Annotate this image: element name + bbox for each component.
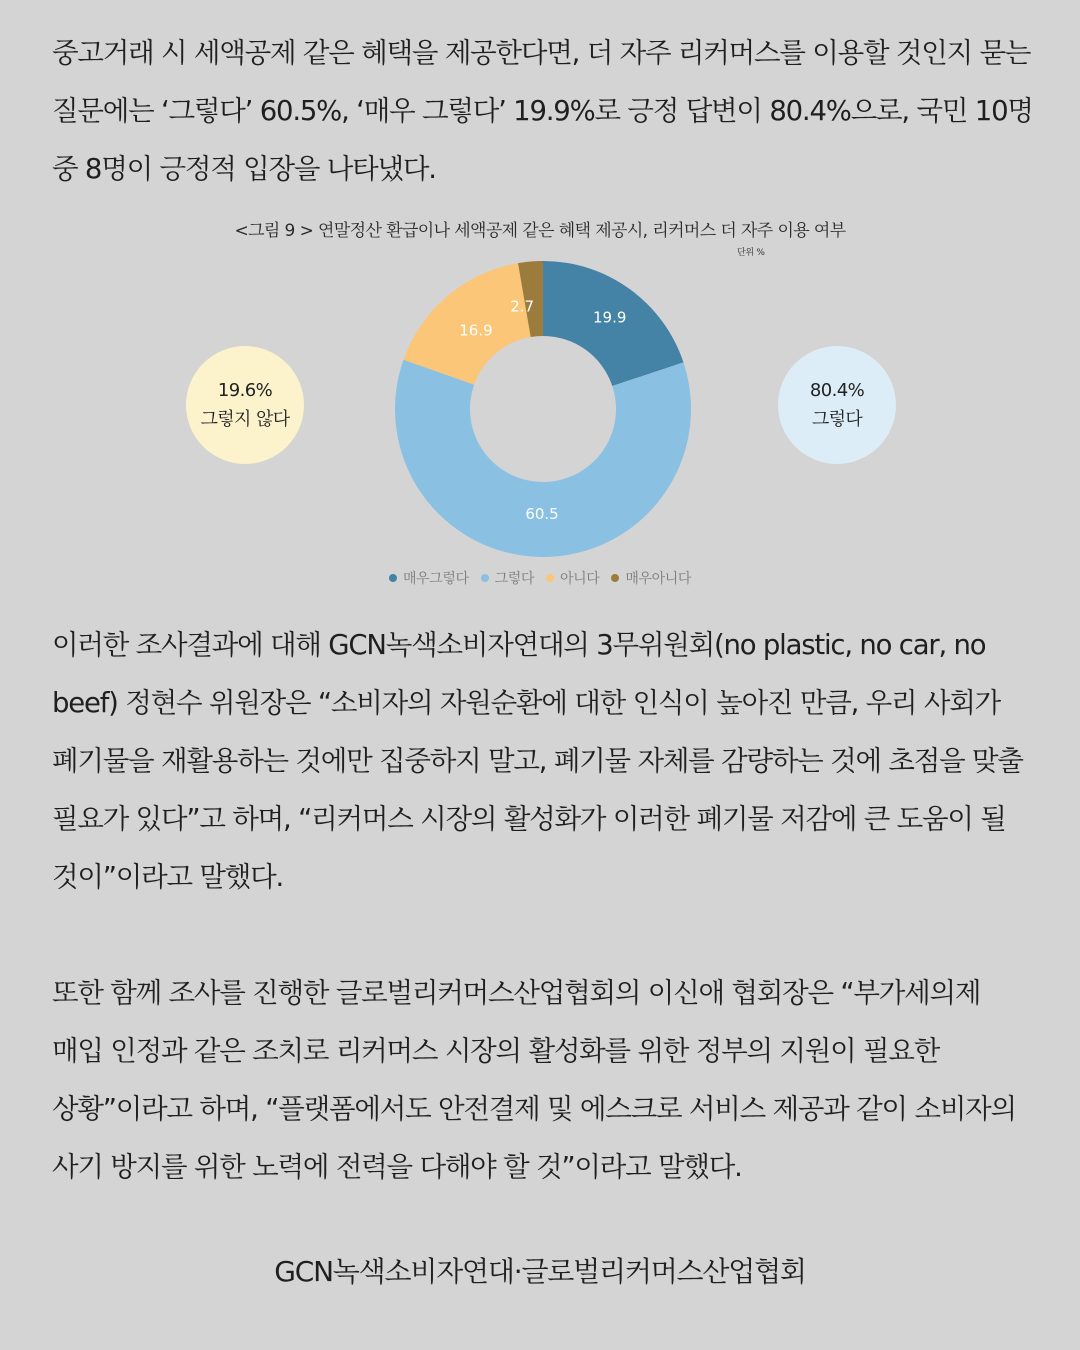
chart-unit: 단위 % [737, 248, 765, 258]
paragraph-committee-quote: 이러한 조사결과에 대해 GCN녹색소비자연대의 3무위원회(no plastic, no car, no beef) 정현수 위원장은 “소비자의 자원순환에 대한 인식이 높아진 만큼, 우리 사회가 폐기물을 재활용하는 것에만 집중하지 말고, 폐기물 자체를 감량하는 것에 초점을 맞출 필요가 있다”고 하며, “리커머스 시장의 활성화가 이러한 폐기물 저감에 큰 도움이 될 것이”이라고 말했다. [52, 629, 1023, 893]
legend-dot-icon [611, 574, 619, 582]
donut-value-label-4: 2.7 [510, 297, 535, 316]
summary-negative-label: 그렇지 않다 [200, 409, 290, 430]
legend-item-1 [389, 568, 469, 588]
donut-chart [0, 0, 1080, 600]
donut-value-label-3: 16.9 [459, 321, 493, 340]
donut-value-label-1: 19.9 [593, 308, 627, 327]
summary-positive-label: 그렇다 [811, 409, 863, 430]
paragraph-intro: 중고거래 시 세액공제 같은 혜택을 제공한다면, 더 자주 리커머스를 이용할 것인지 묻는 질문에는 ‘그렇다’ 60.5%, ‘매우 그렇다’ 19.9%로 긍정 답변이 80.4%으로, 국민 10명 중 8명이 긍정적 입장을 나타냈다. [52, 37, 1033, 185]
legend-label: 매우그렇다 [403, 571, 469, 587]
legend-label: 그렇다 [494, 571, 534, 587]
donut-value-label-2: 60.5 [525, 504, 559, 523]
summary-positive-value: 80.4% [809, 380, 865, 401]
legend-item-3 [546, 568, 599, 588]
paragraph-association-quote: 또한 함께 조사를 진행한 글로벌리커머스산업협회의 이신애 협회장은 “부가세의제 매입 인정과 같은 조치로 리커머스 시장의 활성화를 위한 정부의 지원이 필요한 상황”이라고 하며, “플랫폼에서도 안전결제 및 에스크로 서비스 제공과 같이 소비자의 사기 방지를 위한 노력에 전력을 다해야 할 것”이라고 말했다. [52, 977, 1016, 1183]
legend-item-2 [481, 568, 534, 588]
legend-label: 매우아니다 [625, 571, 691, 587]
legend-label: 아니다 [560, 571, 600, 587]
legend-dot-icon [546, 574, 554, 582]
chart-legend [0, 568, 1080, 588]
legend-dot-icon [481, 574, 489, 582]
summary-negative-value: 19.6% [217, 380, 273, 401]
footer-source: GCN녹색소비자연대·글로벌리커머스산업협회 [274, 1255, 806, 1288]
chart-title: <그림 9 > 연말정산 환급이나 세액공제 같은 혜택 제공시, 리커머스 더 자주 이용 여부 [234, 221, 846, 241]
legend-item-4 [611, 568, 691, 588]
legend-dot-icon [389, 574, 397, 582]
donut-slice-2 [395, 360, 691, 557]
